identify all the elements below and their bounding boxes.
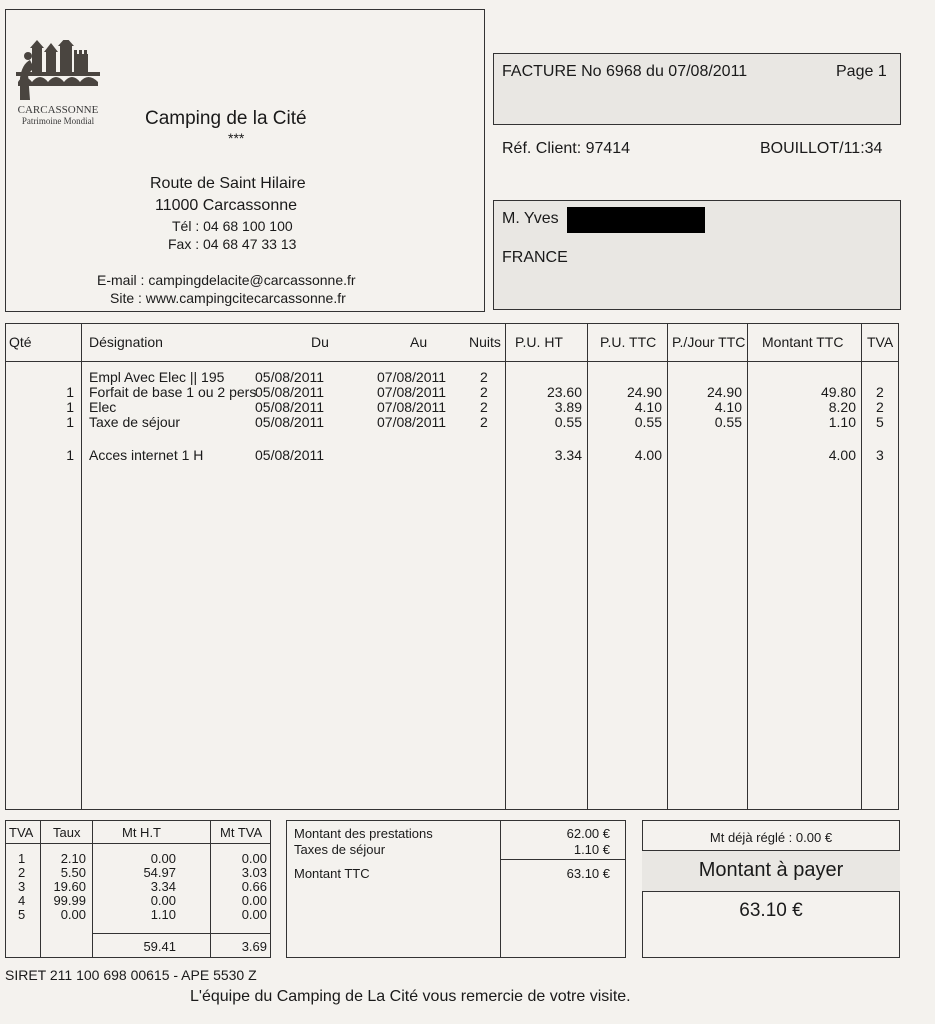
client-reference: Réf. Client: 97414 [502,140,631,157]
col-divider [861,323,862,810]
prestations-value: 62.00 € [566,826,610,841]
company-tel: Tél : 04 68 100 100 [172,218,293,234]
vat-col-divider [40,820,41,958]
vat-cell-tva: 3 [18,879,26,894]
cell-qty: 1 [66,447,74,463]
taxes-value: 1.10 € [573,842,610,857]
amount-due-value: 63.10 € [739,900,803,921]
cell-designation: Acces internet 1 H [89,447,204,463]
vat-cell-mt: 3.03 [241,865,267,880]
cell-pu-ttc: 4.10 [634,399,662,415]
summary-col-divider [500,820,501,958]
vat-header-divider [5,843,271,844]
vat-cell-ht: 54.97 [143,865,176,880]
invoice-page: Page 1 [836,63,887,80]
vat-cell-taux: 99.99 [53,893,86,908]
cell-du: 05/08/2011 [255,447,325,463]
cell-du: 05/08/2011 [255,384,325,400]
cell-pu-ttc: 24.90 [626,384,662,400]
vat-cell-taux: 2.10 [60,851,86,866]
cell-pj-ttc: 0.55 [714,414,742,430]
agent-time: BOUILLOT/11:34 [760,140,883,157]
cell-montant: 1.10 [828,414,856,430]
company-fax: Fax : 04 68 47 33 13 [168,236,297,252]
vat-header-taux: Taux [53,825,81,840]
vat-cell-mt: 0.00 [241,907,267,922]
company-site: Site : www.campingcitecarcassonne.fr [110,290,346,306]
cell-tva: 3 [876,447,884,463]
vat-cell-tva: 4 [18,893,26,908]
cell-tva: 2 [876,399,884,415]
col-divider [747,323,748,810]
company-email: E-mail : campingdelacite@carcassonne.fr [97,272,356,288]
cell-au: 07/08/2011 [377,369,447,385]
logo-text-carcassonne: CARCASSONNE [17,104,99,116]
ttc-value: 63.10 € [566,866,610,881]
thank-you-message: L'équipe du Camping de La Cité vous remercie de votre visite. [190,988,631,1005]
cell-designation: Empl Avec Elec || 195 [89,369,225,385]
col-header-tva: TVA [867,334,894,350]
vat-cell-tva: 5 [18,907,26,922]
vat-total-ht: 59.41 [143,939,176,954]
cell-pu-ttc: 0.55 [634,414,662,430]
company-address-line1: Route de Saint Hilaire [150,175,306,192]
castle-logo-icon [12,40,104,100]
cell-montant: 8.20 [828,399,856,415]
vat-cell-taux: 5.50 [60,865,86,880]
logo-text-patrimoine: Patrimoine Mondial [21,116,95,126]
vat-cell-ht: 1.10 [150,907,176,922]
cell-designation: Taxe de séjour [89,414,181,430]
cell-designation: Elec [89,399,117,415]
col-divider [587,323,588,810]
cell-pu-ht: 23.60 [546,384,582,400]
cell-nuits: 2 [480,399,488,415]
vat-cell-ht: 3.34 [150,879,176,894]
cell-au: 07/08/2011 [377,399,447,415]
vat-header-mt: Mt TVA [220,825,263,840]
redacted-surname [567,207,705,233]
vat-cell-tva: 2 [18,865,26,880]
vat-header-ht: Mt H.T [122,825,161,840]
cell-pu-ht: 3.89 [554,399,582,415]
vat-header-tva: TVA [9,825,34,840]
summary-divider [500,859,626,860]
carcassonne-logo [12,40,104,127]
ttc-label: Montant TTC [294,866,370,881]
col-divider [505,323,506,810]
invoice-title: FACTURE No 6968 du 07/08/2011 [502,63,748,80]
cell-pu-ttc: 4.00 [634,447,662,463]
vat-total-mt: 3.69 [241,939,267,954]
vat-col-divider [92,820,93,958]
col-header-pj-ttc: P./Jour TTC [672,334,746,350]
already-paid: Mt déjà réglé : 0.00 € [709,830,833,845]
vat-cell-tva: 1 [18,851,26,866]
cell-designation: Forfait de base 1 ou 2 pers [89,384,257,400]
cell-au: 07/08/2011 [377,414,447,430]
cell-du: 05/08/2011 [255,399,325,415]
vat-cell-ht: 0.00 [150,893,176,908]
siret-line: SIRET 211 100 698 00615 - APE 5530 Z [5,967,257,983]
cell-qty: 1 [66,399,74,415]
table-header-divider [5,361,899,362]
cell-pu-ht: 3.34 [554,447,582,463]
col-header-montant: Montant TTC [762,334,844,350]
cell-nuits: 2 [480,384,488,400]
vat-cell-mt: 0.00 [241,893,267,908]
cell-pj-ttc: 4.10 [714,399,742,415]
cell-pj-ttc: 24.90 [706,384,742,400]
cell-montant: 49.80 [820,384,856,400]
col-header-pu-ht: P.U. HT [515,334,563,350]
company-address-line2: 11000 Carcassonne [155,197,298,214]
client-country: FRANCE [502,249,568,266]
cell-tva: 5 [876,414,884,430]
client-name: M. Yves [502,210,559,227]
cell-au: 07/08/2011 [377,384,447,400]
cell-montant: 4.00 [828,447,856,463]
cell-tva: 2 [876,384,884,400]
col-header-designation: Désignation [89,334,163,350]
cell-du: 05/08/2011 [255,369,325,385]
company-stars: *** [228,130,245,146]
vat-cell-taux: 0.00 [60,907,86,922]
vat-total-divider [92,933,271,934]
vat-cell-taux: 19.60 [53,879,86,894]
col-header-du: Du [311,334,329,350]
vat-cell-mt: 0.66 [241,879,267,894]
company-name: Camping de la Cité [145,108,307,129]
vat-cell-ht: 0.00 [150,851,176,866]
cell-qty: 1 [66,384,74,400]
prestations-label: Montant des prestations [294,826,433,841]
cell-nuits: 2 [480,414,488,430]
vat-cell-mt: 0.00 [241,851,267,866]
taxes-label: Taxes de séjour [294,842,386,857]
cell-nuits: 2 [480,369,488,385]
cell-du: 05/08/2011 [255,414,325,430]
col-header-au: Au [410,334,428,350]
col-header-nuits: Nuits [469,334,501,350]
col-header-pu-ttc: P.U. TTC [600,334,657,350]
amount-due-label: Montant à payer [698,859,844,881]
col-divider [81,323,82,810]
col-divider [667,323,668,810]
cell-qty: 1 [66,414,74,430]
vat-col-divider [210,820,211,958]
cell-pu-ht: 0.55 [554,414,582,430]
col-header-qty: Qté [9,334,32,350]
